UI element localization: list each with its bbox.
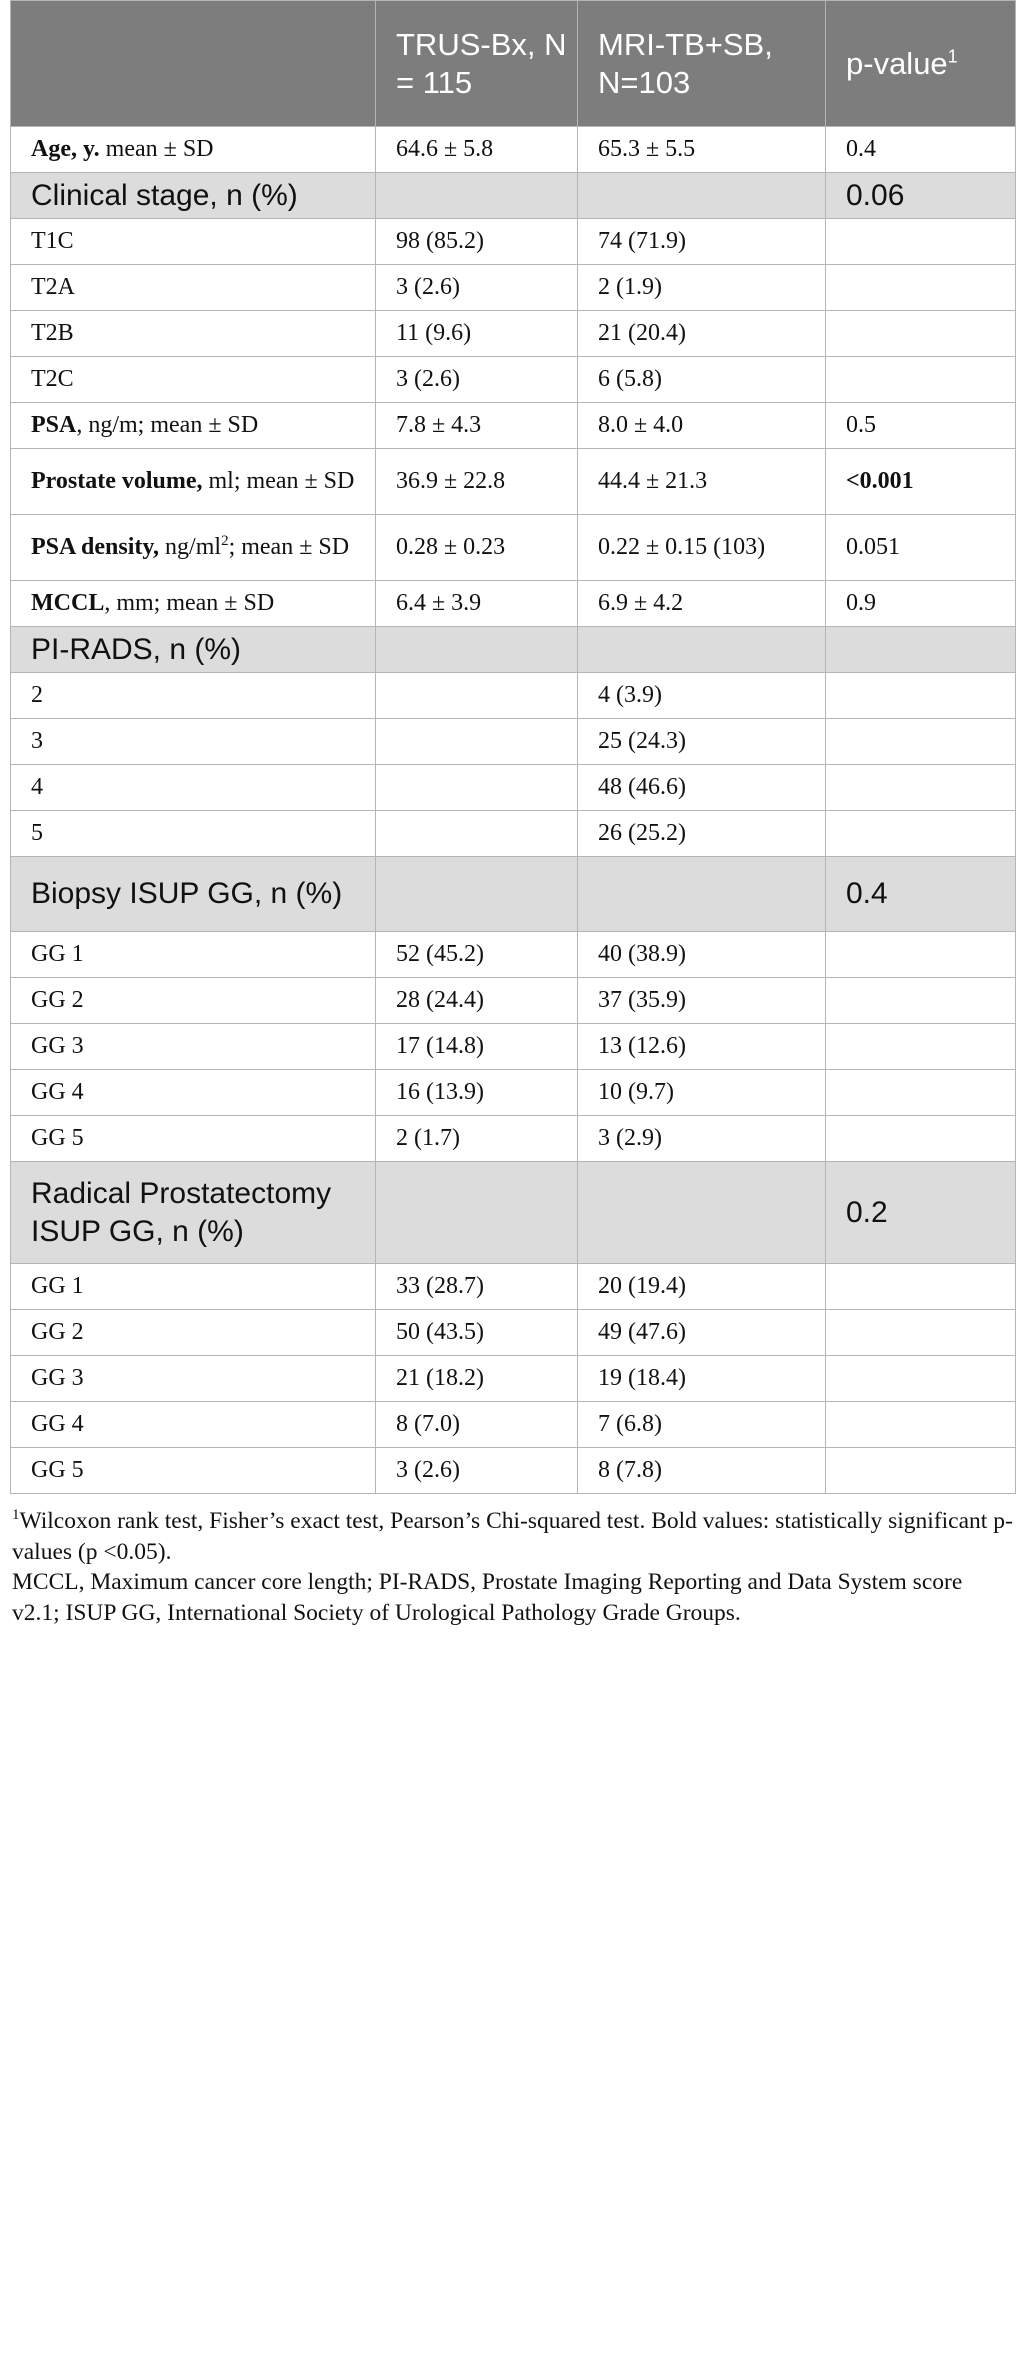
row-label-bold: PSA density, xyxy=(31,533,160,560)
row-label: T1C xyxy=(11,219,376,265)
cell-mri-tb-sb: 20 (19.4) xyxy=(578,1264,826,1310)
document xyxy=(10,0,1015,1628)
header-trus-bx: TRUS-Bx, N = 115 xyxy=(376,1,578,127)
cell-mri-tb-sb: 10 (9.7) xyxy=(578,1070,826,1116)
row-label: GG 3 xyxy=(11,1356,376,1402)
row-label: T2C xyxy=(11,357,376,403)
section-row xyxy=(11,857,1016,932)
cell-trus-bx: 36.9 ± 22.8 xyxy=(376,449,578,515)
table-row xyxy=(11,1264,1016,1310)
table-row xyxy=(11,357,1016,403)
row-label-rest: , ng/m; mean ± SD xyxy=(76,411,259,438)
cell-mri-tb-sb xyxy=(578,627,826,673)
header-label-column xyxy=(11,1,376,127)
section-label: Clinical stage, n (%) xyxy=(11,173,376,219)
cell-trus-bx: 98 (85.2) xyxy=(376,219,578,265)
cell-p-value xyxy=(826,449,1016,515)
cell-trus-bx: 52 (45.2) xyxy=(376,932,578,978)
row-label-rest: mean ± SD xyxy=(99,135,214,162)
cell-p-value xyxy=(826,219,1016,265)
cell-p-value: 0.5 xyxy=(826,403,1016,449)
table-row xyxy=(11,403,1016,449)
table-row xyxy=(11,127,1016,173)
table-body xyxy=(11,127,1016,1494)
row-label: GG 1 xyxy=(11,932,376,978)
cell-p-value xyxy=(826,719,1016,765)
table-row xyxy=(11,515,1016,581)
row-label: GG 5 xyxy=(11,1116,376,1162)
row-label-rest: ml; mean ± SD xyxy=(202,467,355,494)
table-row xyxy=(11,449,1016,515)
table-row xyxy=(11,1024,1016,1070)
cell-trus-bx: 33 (28.7) xyxy=(376,1264,578,1310)
cell-mri-tb-sb: 44.4 ± 21.3 xyxy=(578,449,826,515)
cell-mri-tb-sb: 49 (47.6) xyxy=(578,1310,826,1356)
cell-p-value xyxy=(826,311,1016,357)
cell-trus-bx: 3 (2.6) xyxy=(376,265,578,311)
cell-p-value: 0.9 xyxy=(826,581,1016,627)
table-row xyxy=(11,1356,1016,1402)
section-row xyxy=(11,173,1016,219)
header-mri-tb-sb: MRI-TB+SB, N=103 xyxy=(578,1,826,127)
cell-mri-tb-sb xyxy=(578,1162,826,1264)
cell-p-value xyxy=(826,932,1016,978)
cell-p-value: 0.051 xyxy=(826,515,1016,581)
section-label: Biopsy ISUP GG, n (%) xyxy=(11,857,376,932)
row-label xyxy=(11,127,376,173)
row-label: 3 xyxy=(11,719,376,765)
cell-mri-tb-sb: 3 (2.9) xyxy=(578,1116,826,1162)
cell-p-value xyxy=(826,1070,1016,1116)
footnote-abbreviations: MCCL, Maximum cancer core length; PI-RADS, Prostate Imaging Reporting and Data System score v2.1; ISUP GG, International Society of Urological Pathology Grade Groups. xyxy=(12,1569,963,1626)
row-label-bold: PSA xyxy=(31,411,77,438)
table-row xyxy=(11,265,1016,311)
header-p-value-text: p-value xyxy=(846,45,948,81)
cell-mri-tb-sb: 2 (1.9) xyxy=(578,265,826,311)
baseline-characteristics-table xyxy=(10,0,1016,1494)
table-row xyxy=(11,219,1016,265)
table-row xyxy=(11,978,1016,1024)
row-label: GG 4 xyxy=(11,1402,376,1448)
cell-trus-bx xyxy=(376,1162,578,1264)
cell-mri-tb-sb: 48 (46.6) xyxy=(578,765,826,811)
table-row xyxy=(11,765,1016,811)
cell-p-value xyxy=(826,1264,1016,1310)
cell-mri-tb-sb: 6.9 ± 4.2 xyxy=(578,581,826,627)
row-label xyxy=(11,581,376,627)
cell-trus-bx xyxy=(376,857,578,932)
table-row xyxy=(11,719,1016,765)
cell-p-value xyxy=(826,357,1016,403)
cell-mri-tb-sb: 8.0 ± 4.0 xyxy=(578,403,826,449)
table-row xyxy=(11,932,1016,978)
row-label-rest: ng/ml xyxy=(159,533,222,560)
cell-p-value xyxy=(826,811,1016,857)
row-label-superscript: 2 xyxy=(221,532,229,549)
footnote-1-marker: 1 xyxy=(12,1507,20,1524)
row-label: 4 xyxy=(11,765,376,811)
cell-trus-bx: 3 (2.6) xyxy=(376,357,578,403)
cell-p-value xyxy=(826,673,1016,719)
cell-trus-bx: 7.8 ± 4.3 xyxy=(376,403,578,449)
cell-mri-tb-sb: 19 (18.4) xyxy=(578,1356,826,1402)
cell-mri-tb-sb: 25 (24.3) xyxy=(578,719,826,765)
cell-trus-bx: 2 (1.7) xyxy=(376,1116,578,1162)
cell-mri-tb-sb xyxy=(578,173,826,219)
cell-trus-bx xyxy=(376,719,578,765)
row-label: T2A xyxy=(11,265,376,311)
header-p-value xyxy=(826,1,1016,127)
cell-p-value: 0.4 xyxy=(826,127,1016,173)
row-label xyxy=(11,515,376,581)
section-row xyxy=(11,627,1016,673)
cell-trus-bx: 0.28 ± 0.23 xyxy=(376,515,578,581)
cell-mri-tb-sb: 26 (25.2) xyxy=(578,811,826,857)
cell-trus-bx: 6.4 ± 3.9 xyxy=(376,581,578,627)
row-label-after: ; mean ± SD xyxy=(228,533,350,560)
row-label: GG 4 xyxy=(11,1070,376,1116)
cell-mri-tb-sb: 8 (7.8) xyxy=(578,1448,826,1494)
table-row xyxy=(11,1402,1016,1448)
cell-p-value xyxy=(826,1024,1016,1070)
cell-trus-bx: 16 (13.9) xyxy=(376,1070,578,1116)
cell-p-value xyxy=(826,627,1016,673)
cell-p-value: 0.06 xyxy=(826,173,1016,219)
cell-p-value xyxy=(826,1116,1016,1162)
cell-trus-bx: 17 (14.8) xyxy=(376,1024,578,1070)
cell-mri-tb-sb: 4 (3.9) xyxy=(578,673,826,719)
row-label: 5 xyxy=(11,811,376,857)
cell-p-value xyxy=(826,1356,1016,1402)
row-label: 2 xyxy=(11,673,376,719)
row-label: GG 2 xyxy=(11,978,376,1024)
cell-trus-bx: 3 (2.6) xyxy=(376,1448,578,1494)
cell-mri-tb-sb: 37 (35.9) xyxy=(578,978,826,1024)
cell-p-value xyxy=(826,978,1016,1024)
cell-mri-tb-sb: 0.22 ± 0.15 (103) xyxy=(578,515,826,581)
cell-mri-tb-sb: 65.3 ± 5.5 xyxy=(578,127,826,173)
cell-mri-tb-sb: 74 (71.9) xyxy=(578,219,826,265)
cell-mri-tb-sb: 6 (5.8) xyxy=(578,357,826,403)
row-label-bold: Prostate volume, xyxy=(31,467,203,494)
cell-trus-bx: 64.6 ± 5.8 xyxy=(376,127,578,173)
cell-trus-bx: 21 (18.2) xyxy=(376,1356,578,1402)
table-row xyxy=(11,673,1016,719)
row-label: GG 3 xyxy=(11,1024,376,1070)
cell-trus-bx: 50 (43.5) xyxy=(376,1310,578,1356)
cell-trus-bx xyxy=(376,673,578,719)
significant-p-value: <0.001 xyxy=(846,467,914,494)
row-label xyxy=(11,403,376,449)
cell-trus-bx: 8 (7.0) xyxy=(376,1402,578,1448)
cell-trus-bx xyxy=(376,173,578,219)
table-row xyxy=(11,811,1016,857)
section-row xyxy=(11,1162,1016,1264)
row-label: T2B xyxy=(11,311,376,357)
cell-mri-tb-sb: 21 (20.4) xyxy=(578,311,826,357)
row-label-bold: MCCL xyxy=(31,589,105,616)
cell-p-value xyxy=(826,1448,1016,1494)
row-label: GG 1 xyxy=(11,1264,376,1310)
row-label xyxy=(11,449,376,515)
cell-p-value xyxy=(826,1402,1016,1448)
cell-trus-bx xyxy=(376,811,578,857)
section-label: PI-RADS, n (%) xyxy=(11,627,376,673)
row-label-bold: Age, y. xyxy=(31,135,100,162)
table-footnotes xyxy=(10,1494,1015,1628)
row-label-rest: , mm; mean ± SD xyxy=(104,589,275,616)
table-row xyxy=(11,581,1016,627)
table-row xyxy=(11,1070,1016,1116)
cell-mri-tb-sb: 13 (12.6) xyxy=(578,1024,826,1070)
table-row xyxy=(11,1448,1016,1494)
row-label: GG 5 xyxy=(11,1448,376,1494)
cell-p-value xyxy=(826,265,1016,311)
cell-p-value xyxy=(826,765,1016,811)
row-label: GG 2 xyxy=(11,1310,376,1356)
cell-mri-tb-sb: 7 (6.8) xyxy=(578,1402,826,1448)
cell-p-value xyxy=(826,1310,1016,1356)
table-row xyxy=(11,1116,1016,1162)
cell-trus-bx: 28 (24.4) xyxy=(376,978,578,1024)
cell-mri-tb-sb: 40 (38.9) xyxy=(578,932,826,978)
footnote-1-text: Wilcoxon rank test, Fisher’s exact test, Pearson’s Chi-squared test. Bold values: statistically significant p-values (p <0.05). xyxy=(12,1508,1013,1565)
header-p-value-footnote-marker: 1 xyxy=(947,46,958,67)
cell-trus-bx xyxy=(376,765,578,811)
table-header-row xyxy=(11,1,1016,127)
cell-mri-tb-sb xyxy=(578,857,826,932)
table-row xyxy=(11,311,1016,357)
cell-trus-bx: 11 (9.6) xyxy=(376,311,578,357)
cell-p-value: 0.4 xyxy=(826,857,1016,932)
cell-trus-bx xyxy=(376,627,578,673)
footnote-1 xyxy=(10,1506,1015,1567)
cell-p-value: 0.2 xyxy=(826,1162,1016,1264)
section-label: Radical Prostatectomy ISUP GG, n (%) xyxy=(11,1162,376,1264)
table-row xyxy=(11,1310,1016,1356)
